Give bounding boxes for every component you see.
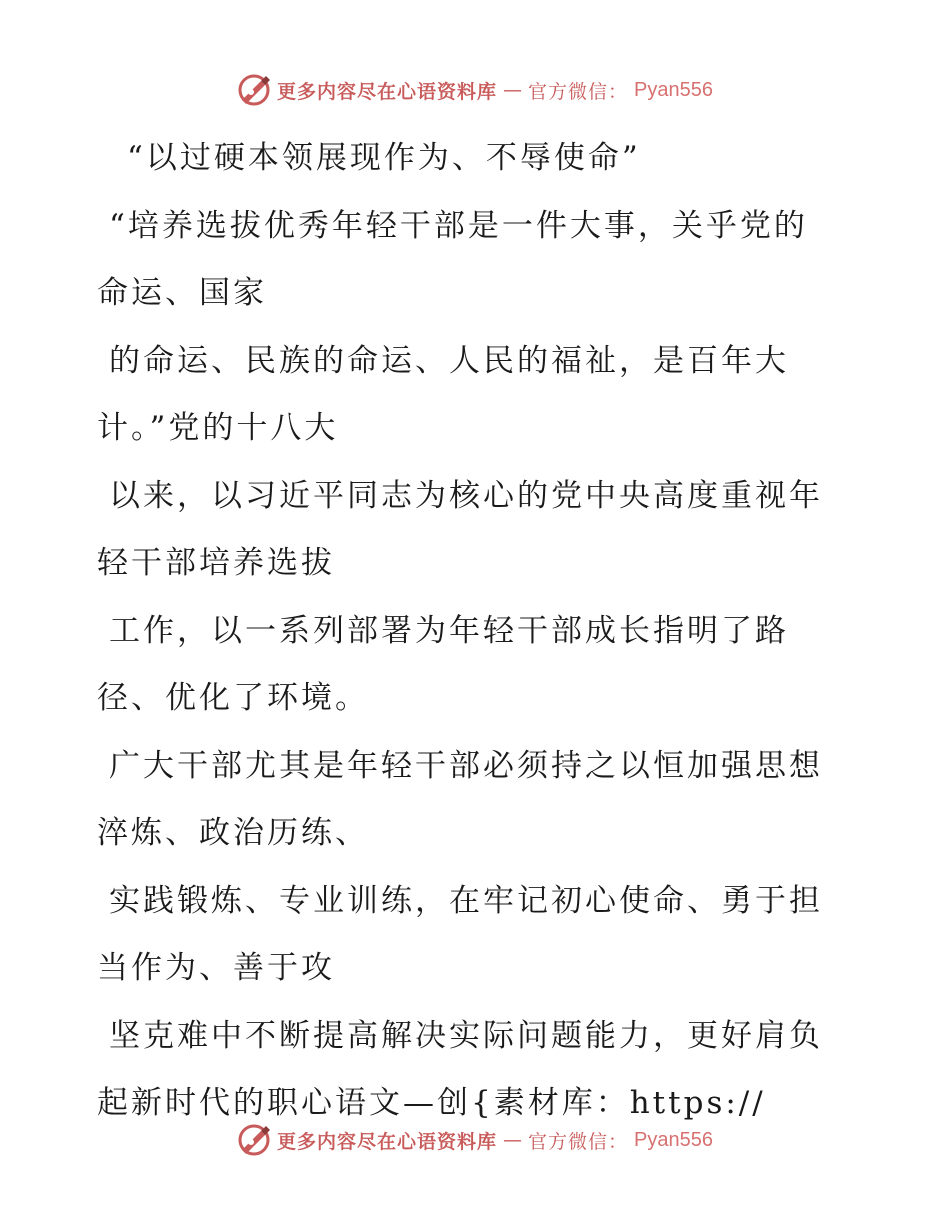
text-line: 坚克难中不断提高解决实际问题能力，更好肩负 (109, 1017, 823, 1054)
watermark-wechat-label: 官方微信： (528, 80, 629, 103)
text-line: 工作，以一系列部署为年轻干部成长指明了路 (109, 612, 789, 649)
watermark-separator: — (503, 79, 523, 101)
text-line: 轻干部培养选拔 (97, 545, 335, 581)
document-body (97, 125, 832, 1138)
text-line: 以来，以习近平同志为核心的党中央高度重视年 (109, 477, 823, 514)
watermark-separator: — (503, 1129, 523, 1151)
watermark-banner-bottom (0, 1120, 950, 1160)
text-line: 起新时代的职心语文—创{素材库：https:// (97, 1085, 766, 1121)
watermark-wechat-id: Pyan556 (634, 1128, 713, 1151)
text-line: 当作为、善于攻 (97, 950, 335, 986)
document-title: “以过硬本领展现作为、不辱使命” (127, 140, 641, 176)
text-line: 广大干部尤其是年轻干部必须持之以恒加强思想 (109, 747, 823, 784)
watermark-wechat-id: Pyan556 (634, 78, 713, 101)
text-line: 的命运、民族的命运、人民的福祉，是百年大 (109, 342, 789, 379)
watermark-promo-text: 更多内容尽在心语资料库 (277, 1130, 498, 1153)
watermark-promo-text: 更多内容尽在心语资料库 (277, 80, 498, 103)
watermark-banner-top (0, 70, 950, 110)
text-line: 淬炼、政治历练、 (97, 815, 369, 851)
text-line: 计。”党的十八大 (97, 410, 339, 446)
pen-logo-icon (237, 1123, 271, 1157)
text-line: 实践锻炼、专业训练，在牢记初心使命、勇于担 (109, 882, 823, 919)
text-line: “培养选拔优秀年轻干部是一件大事，关乎党的 (109, 207, 808, 244)
text-line: 命运、国家 (97, 275, 267, 311)
text-line: 径、优化了环境。 (97, 680, 369, 716)
pen-logo-icon (237, 73, 271, 107)
watermark-wechat-label: 官方微信： (528, 1130, 629, 1153)
